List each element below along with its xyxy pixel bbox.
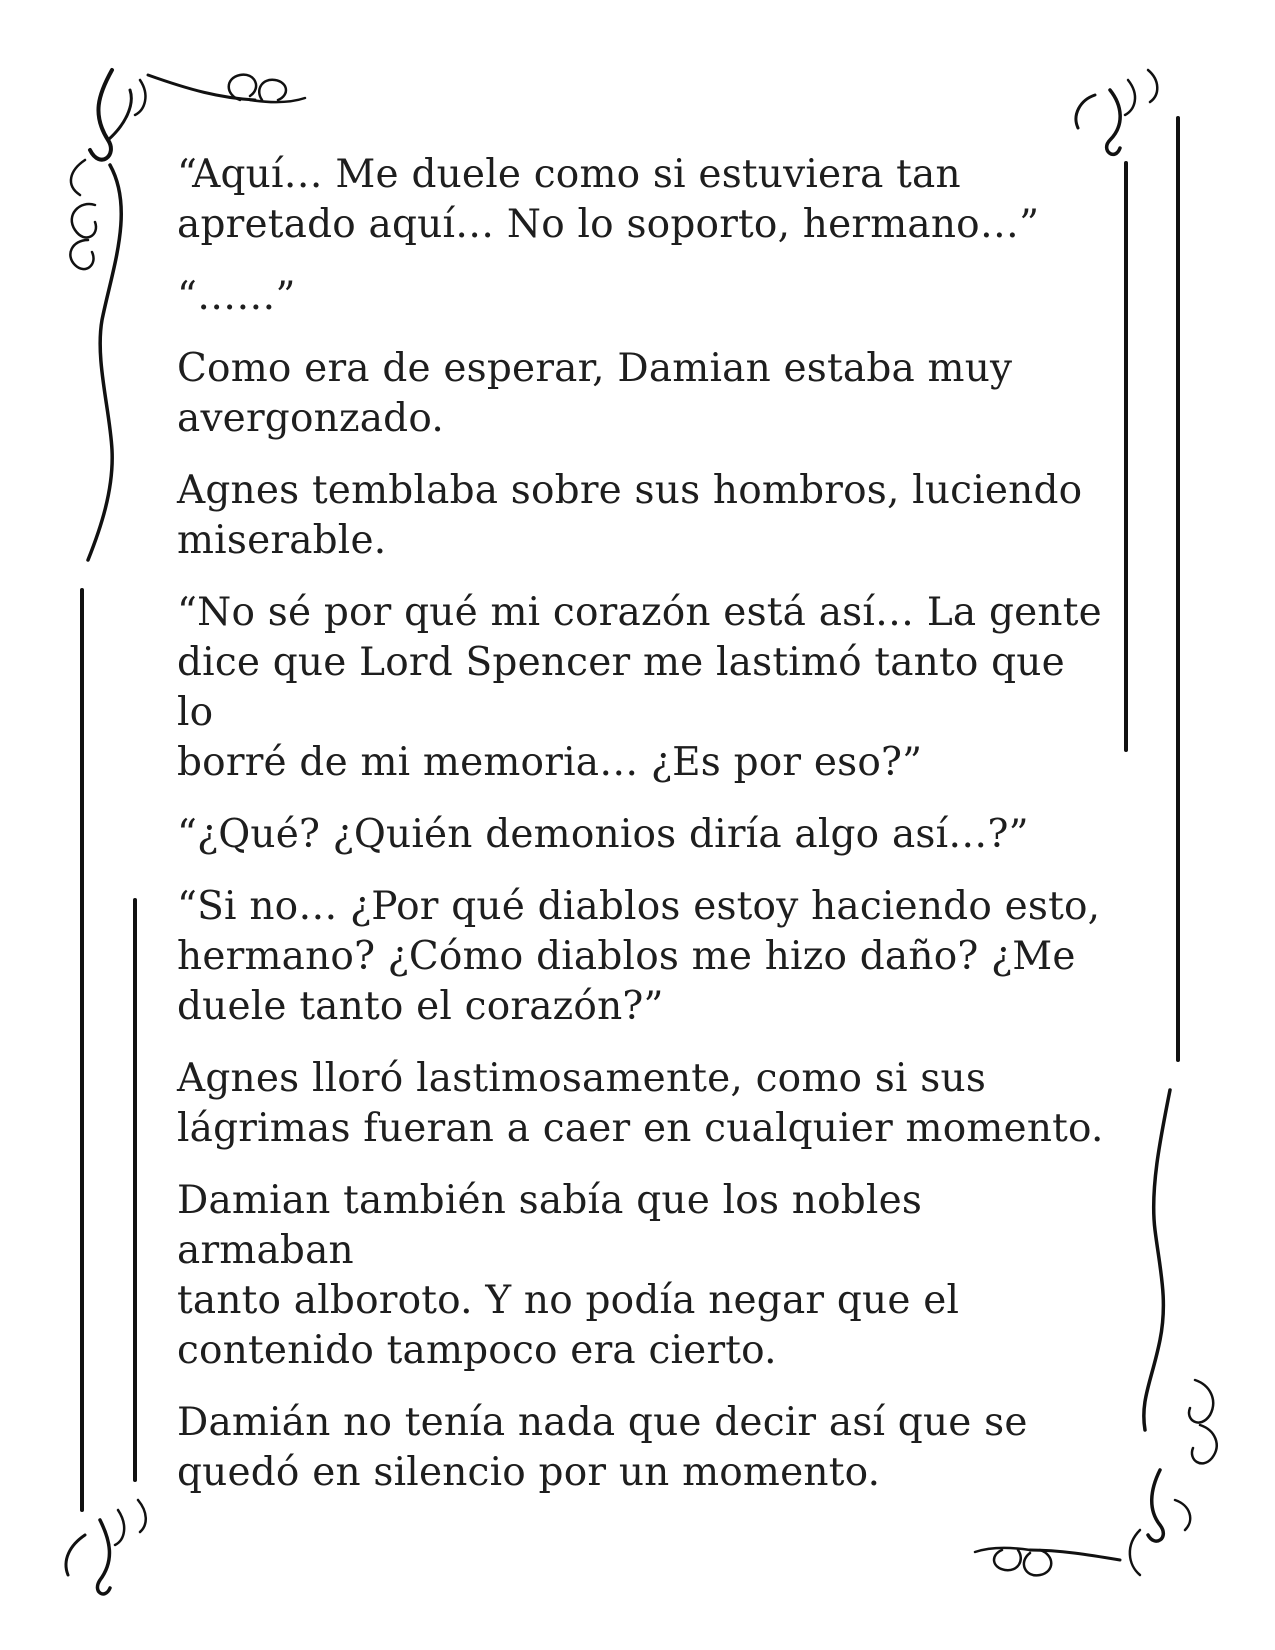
paragraph-7: “Si no… ¿Por qué diablos estoy haciendo esto, hermano? ¿Cómo diablos me hizo daño? ¿Me duele tanto el corazón?” bbox=[177, 884, 1101, 1029]
paragraph-2: “……” bbox=[177, 274, 296, 319]
paragraph-6: “¿Qué? ¿Quién demonios diría algo así…?” bbox=[177, 812, 1029, 857]
paragraph-10: Damián no tenía nada que decir así que se quedó en silencio por un momento. bbox=[177, 1400, 1028, 1495]
paragraph-9: Damian también sabía que los nobles armaban tanto alboroto. Y no podía negar que el contenido tampoco era cierto. bbox=[177, 1178, 960, 1373]
paragraph-8: Agnes lloró lastimosamente, como si sus lágrimas fueran a caer en cualquier momento. bbox=[177, 1056, 1104, 1151]
paragraph-1: “Aquí… Me duele como si estuviera tan apretado aquí… No lo soporto, hermano…” bbox=[177, 152, 1040, 247]
paragraph-3: Como era de esperar, Damian estaba muy avergonzado. bbox=[177, 346, 1013, 441]
paragraph-4: Agnes temblaba sobre sus hombros, luciendo miserable. bbox=[177, 468, 1083, 563]
paragraph-5: “No sé por qué mi corazón está así… La gente dice que Lord Spencer me lastimó tanto que lo borré de mi memoria… ¿Es por eso?” bbox=[177, 590, 1102, 785]
flourish-bottom-left bbox=[66, 1500, 146, 1594]
text-column bbox=[177, 150, 1107, 1520]
